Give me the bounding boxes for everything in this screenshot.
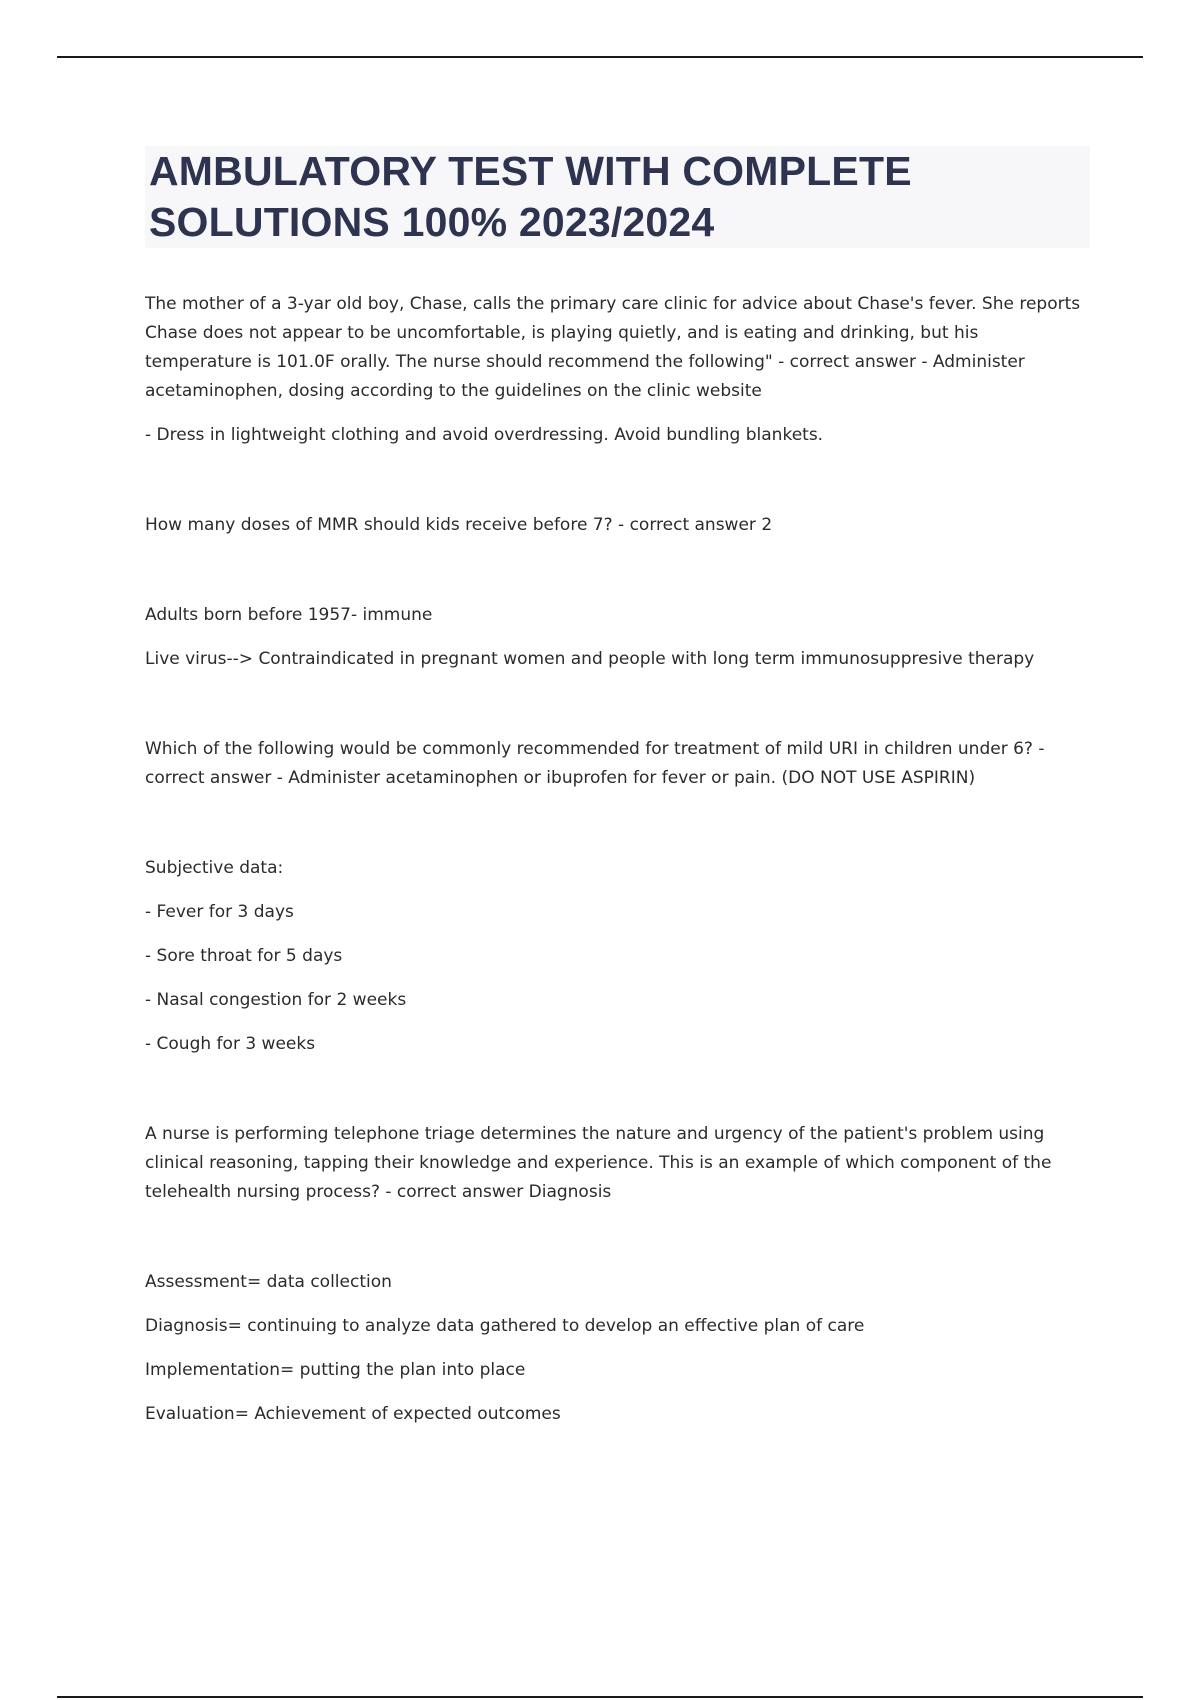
subjective-heading: Subjective data: xyxy=(145,858,284,878)
question-3: Which of the following would be commonly recommended for treatment of mild URI in children under 6? - correct answer - Administer acetaminophen or ibuprofen for fever or pain. (DO NOT USE ASPIRIN) xyxy=(145,739,1045,788)
subjective-item: - Cough for 3 weeks xyxy=(145,1034,316,1054)
footer-rule xyxy=(57,1696,1143,1698)
question-1-note: - Dress in lightweight clothing and avoid overdressing. Avoid bundling blankets. xyxy=(145,425,824,445)
header-rule xyxy=(57,56,1143,58)
title-line-1: AMBULATORY TEST WITH COMPLETE xyxy=(149,148,912,194)
process-item: Diagnosis= continuing to analyze data gathered to develop an effective plan of care xyxy=(145,1316,865,1336)
process-item: Assessment= data collection xyxy=(145,1272,392,1292)
question-2: How many doses of MMR should kids receive before 7? - correct answer 2 xyxy=(145,515,773,535)
document-body xyxy=(145,290,1090,1444)
mmr-note-2: Live virus--> Contraindicated in pregnant women and people with long term immunosuppresive therapy xyxy=(145,649,1035,669)
question-4: A nurse is performing telephone triage determines the nature and urgency of the patient's problem using clinical reasoning, tapping their knowledge and experience. This is an example of which component of the telehealth nursing process? - correct answer Diagnosis xyxy=(145,1124,1052,1202)
subjective-item: - Nasal congestion for 2 weeks xyxy=(145,990,407,1010)
title-line-2: SOLUTIONS 100% 2023/2024 xyxy=(149,199,715,245)
subjective-item: - Sore throat for 5 days xyxy=(145,946,343,966)
mmr-note-1: Adults born before 1957- immune xyxy=(145,605,433,625)
process-item: Evaluation= Achievement of expected outcomes xyxy=(145,1404,561,1424)
process-item: Implementation= putting the plan into place xyxy=(145,1360,526,1380)
document-title xyxy=(145,146,1090,248)
question-1: The mother of a 3-yar old boy, Chase, calls the primary care clinic for advice about Chase's fever. She reports Chase does not appear to be uncomfortable, is playing quietly, and is eating and drinking, but his temperature is 101.0F orally. The nurse should recommend the following" - correct answer - Administer acetaminophen, dosing according to the guidelines on the clinic website xyxy=(145,294,1081,401)
subjective-item: - Fever for 3 days xyxy=(145,902,294,922)
